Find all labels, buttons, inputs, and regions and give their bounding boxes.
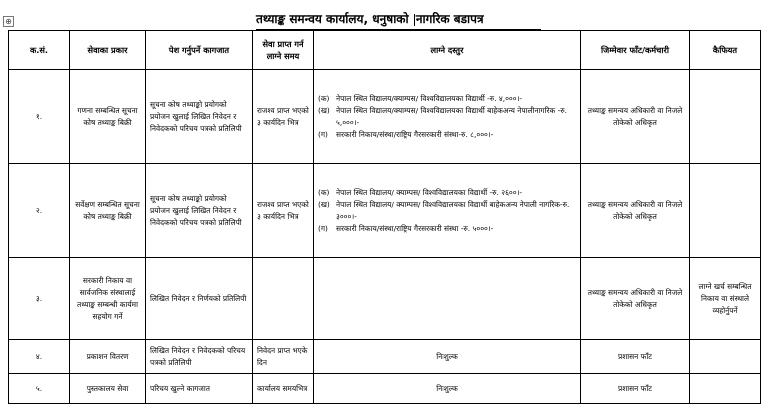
cell-time — [253, 258, 314, 340]
cell-service: सरकारी निकाय वा सार्वजनिक संस्थालाई तथ्याङ्क सम्बन्धी कार्यमा सहयोग गर्ने — [70, 258, 146, 340]
cell-serial: ४. — [9, 340, 70, 374]
cell-remarks: लाग्ने खर्च सम्बन्धित निकाय वा संस्थाले व्यहोर्नुपर्ने — [690, 258, 761, 340]
cell-responsible: तथ्याङ्क समन्वय अधिकारी वा निजले तोकेको अधिकृत — [581, 258, 690, 340]
cell-remarks — [690, 340, 761, 374]
cell-serial: ५. — [9, 374, 70, 404]
fee-item: (ख) नेपाल स्थित विद्यालय/ क्याम्पस/ विश्वविद्यालयका विद्यार्थी बाहेकअन्य नेपाली नागरिक-रु. ३०००।- — [318, 199, 570, 221]
table-header-row — [9, 31, 761, 70]
cell-time: निवेदन प्राप्त भएके दिन — [253, 340, 314, 374]
title-charter: नागरिक बडापत्र — [415, 12, 484, 26]
cell-remarks — [690, 374, 761, 404]
cell-serial: ३. — [9, 258, 70, 340]
cell-serial: १. — [9, 70, 70, 164]
cell-documents: सूचना कोष तथ्याङ्को प्रयोगको प्रयोजन खुलाई लिखित निवेदन र निवेदकको परिचय पत्रको प्रतिलिपी — [146, 70, 253, 164]
table-move-handle-icon[interactable]: ⊕ — [3, 16, 14, 27]
cell-time: राजश्व प्राप्त भएको ३ कार्यदिन भित्र — [253, 164, 314, 258]
header-service-type: सेवाका प्रकार — [70, 31, 146, 70]
cell-fee — [314, 258, 581, 340]
cell-documents: लिखित निवेदन र निवेदकको परिचय पत्रको प्रतिलिपी — [146, 340, 253, 374]
table-row — [9, 258, 761, 340]
cell-fee — [314, 164, 581, 258]
page-title — [256, 10, 541, 30]
header-fee: लाग्ने दस्तुर — [314, 31, 581, 70]
fee-item: (क) नेपाल स्थित विद्यालय/क्याम्पस/ विश्वविद्यालयका विद्यार्थी -रु. ४,०००।- — [318, 93, 523, 103]
header-serial: क.सं. — [9, 31, 70, 70]
table-row — [9, 374, 761, 404]
cell-service: सर्वेक्षण सम्बन्धित सूचना कोष तथ्याङ्क बिक्री — [70, 164, 146, 258]
citizen-charter-table — [8, 30, 761, 404]
header-time: सेवा प्राप्त गर्न लाग्ने समय — [253, 31, 314, 70]
header-documents: पेश गर्नुपर्ने कागजात — [146, 31, 253, 70]
cell-responsible: प्रशासन फाँट — [581, 374, 690, 404]
fee-item: (ग) सरकारी निकाय/संस्था/राष्ट्रिय गैरसरकारी संस्था -रु. ५०००।- — [318, 223, 494, 233]
cell-documents: सूचना कोष तथ्याङ्को प्रयोगको प्रयोजन खुलाई लिखित निवेदन र निवेदकको परिचय पत्रको प्रतिलिपी — [146, 164, 253, 258]
cell-fee — [314, 70, 581, 164]
cell-remarks — [690, 70, 761, 164]
cell-fee: निःशुल्क — [314, 340, 581, 374]
fee-item: (ग) सरकारी निकाय/संस्था/राष्ट्रिय गैरसरकारी संस्था-रु. ८,०००।- — [318, 129, 494, 139]
cell-remarks — [690, 164, 761, 258]
cell-documents: परिचय खुल्ने कागजात — [146, 374, 253, 404]
cell-time: राजश्व प्राप्त भएको ३ कार्यदिन भित्र — [253, 70, 314, 164]
cell-responsible: प्रशासन फाँट — [581, 340, 690, 374]
cell-serial: २. — [9, 164, 70, 258]
table-row — [9, 70, 761, 164]
cell-service: गणना सम्बन्धित सूचना कोष तथ्याङ्क बिक्री — [70, 70, 146, 164]
cell-service: पुस्तकालय सेवा — [70, 374, 146, 404]
table-row — [9, 340, 761, 374]
header-remarks: कैफियत — [690, 31, 761, 70]
table-row — [9, 164, 761, 258]
cell-responsible: तथ्याङ्क समन्वय अधिकारी वा निजले तोकेको अधिकृत — [581, 164, 690, 258]
cell-responsible: तथ्याङ्क समन्वय अधिकारी वा निजले तोकेको अधिकृत — [581, 70, 690, 164]
cell-documents: लिखित निवेदन र निर्णयको प्रतिलिपी — [146, 258, 253, 340]
cell-time: कार्यालय समयभित्र — [253, 374, 314, 404]
fee-item: (ख) नेपाल स्थित विद्यालय/क्याम्पस/ विश्वविद्यालयका विद्यार्थी बाहेकअन्य नेपालीनागरिक -रु. ५,०००।- — [318, 105, 568, 127]
cell-service: प्रकाशन वितरण — [70, 340, 146, 374]
fee-item: (क) नेपाल स्थित विद्यालय/ क्याम्पस/ विश्वविद्यालयका विद्यार्थी -रु. २६००।- — [318, 187, 523, 197]
cell-fee: निःशुल्क — [314, 374, 581, 404]
title-office: तथ्याङ्क समन्वय कार्यालय, धनुषाको — [256, 12, 409, 26]
text-cursor — [414, 14, 415, 26]
header-responsible: जिम्मेवार फाँट/कर्मचारी — [581, 31, 690, 70]
